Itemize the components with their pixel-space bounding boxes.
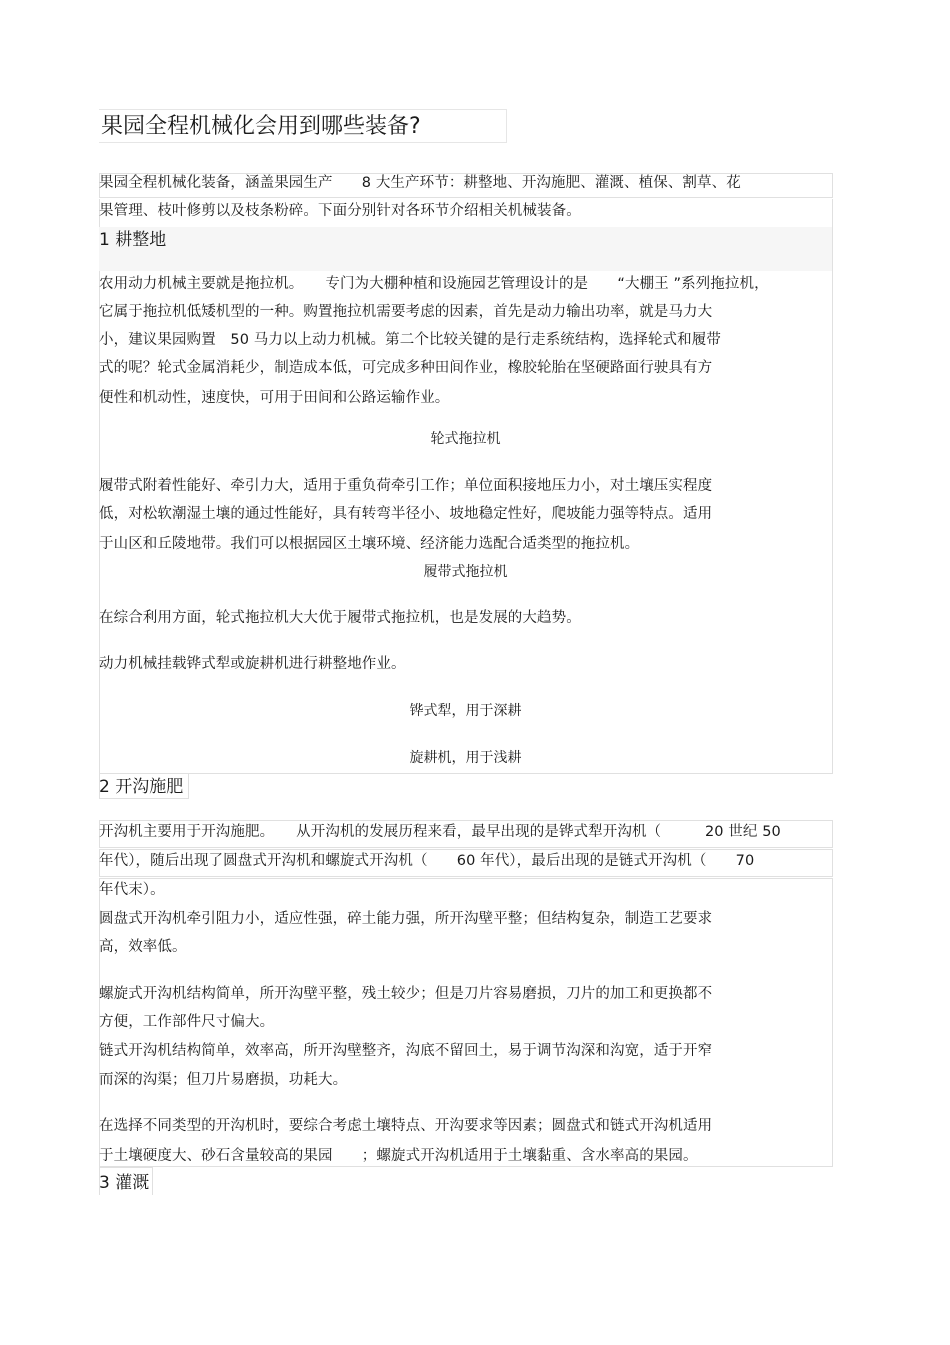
intro-line-2: 果管理、枝叶修剪以及枝条粉碎。下面分别针对各环节介绍相关机械装备。 — [99, 203, 581, 219]
caption-plough: 铧式犁，用于深耕 — [409, 703, 522, 719]
section2-heading: 2 开沟施肥 — [99, 777, 184, 797]
s2-p4-line-2: 而深的沟渠；但刀片易磨损，功耗大。 — [99, 1072, 348, 1088]
s1-p2-line-3: 于山区和丘陵地带。我们可以根据园区土壤环境、经济能力选配合适类型的拖拉机。 — [99, 536, 640, 552]
s1-p1-line-3: 小，建议果园购置 50 马力以上动力机械。第二个比较关键的是行走系统结构，选择轮式和履带 — [99, 332, 721, 348]
s2-p1-line-3: 年代末）。 — [99, 882, 165, 898]
s2-p2-line-1: 圆盘式开沟机牵引阻力小，适应性强，碎土能力强，所开沟壁平整；但结构复杂，制造工艺要求 — [99, 911, 713, 927]
s1-p1-line-1: 农用动力机械主要就是拖拉机。 专门为大棚种植和设施园艺管理设计的是 “大棚王 ”系列拖拉机， — [99, 276, 769, 292]
s2-p5-line-2: 于土壤硬度大、砂石含量较高的果园 ；螺旋式开沟机适用于土壤黏重、含水率高的果园。 — [99, 1148, 698, 1164]
section3-heading: 3 灌溉 — [99, 1173, 150, 1193]
section1-heading-shade — [99, 227, 832, 271]
intro-line-1: 果园全程机械化装备，涵盖果园生产 8 大生产环节：耕整地、开沟施肥、灌溉、植保、割草、花 — [99, 175, 741, 191]
s1-p2-line-1: 履带式附着性能好、牵引力大，适用于重负荷牵引工作；单位面积接地压力小，对土壤压实程度 — [99, 478, 713, 494]
caption-rotary-tiller: 旋耕机，用于浅耕 — [409, 750, 522, 766]
s2-p2-line-2: 高，效率低。 — [99, 939, 187, 955]
s1-p1-line-5: 便性和机动性，速度快，可用于田间和公路运输作业。 — [99, 390, 450, 406]
caption-crawler-tractor: 履带式拖拉机 — [423, 564, 508, 580]
s1-p2-line-2: 低，对松软潮湿土壤的通过性能好，具有转弯半径小、坡地稳定性好，爬坡能力强等特点。适用 — [99, 506, 713, 522]
s2-p5-line-1: 在选择不同类型的开沟机时，要综合考虑土壤特点、开沟要求等因素；圆盘式和链式开沟机适用 — [99, 1118, 713, 1134]
s2-p3-line-1: 螺旋式开沟机结构简单，所开沟壁平整，残土较少；但是刀片容易磨损，刀片的加工和更换都不 — [99, 986, 713, 1002]
s1-p1-line-4: 式的呢？轮式金属消耗少，制造成本低，可完成多种田间作业，橡胶轮胎在坚硬路面行驶具有方 — [99, 360, 713, 376]
caption-wheeled-tractor: 轮式拖拉机 — [430, 431, 501, 447]
s2-p1-line-2: 年代），随后出现了圆盘式开沟机和螺旋式开沟机（ 60 年代），最后出现的是链式开沟机（ 70 — [99, 853, 755, 869]
s1-p1-line-2: 它属于拖拉机低矮机型的一种。购置拖拉机需要考虑的因素，首先是动力输出功率，就是马力大 — [99, 304, 713, 320]
s2-p1-line-1: 开沟机主要用于开沟施肥。 从开沟机的发展历程来看，最早出现的是铧式犁开沟机（ 20 世纪 50 — [99, 824, 781, 840]
page-title: 果园全程机械化会用到哪些装备? — [99, 109, 507, 143]
s1-p3: 在综合利用方面，轮式拖拉机大大优于履带式拖拉机，也是发展的大趋势。 — [99, 610, 581, 626]
s2-p3-line-2: 方便，工作部件尺寸偏大。 — [99, 1014, 275, 1030]
section1-heading: 1 耕整地 — [99, 230, 167, 250]
s2-p4-line-1: 链式开沟机结构简单，效率高，所开沟壁整齐，沟底不留回土，易于调节沟深和沟宽，适于开窄 — [99, 1043, 713, 1059]
s1-p4: 动力机械挂载铧式犁或旋耕机进行耕整地作业。 — [99, 656, 406, 672]
